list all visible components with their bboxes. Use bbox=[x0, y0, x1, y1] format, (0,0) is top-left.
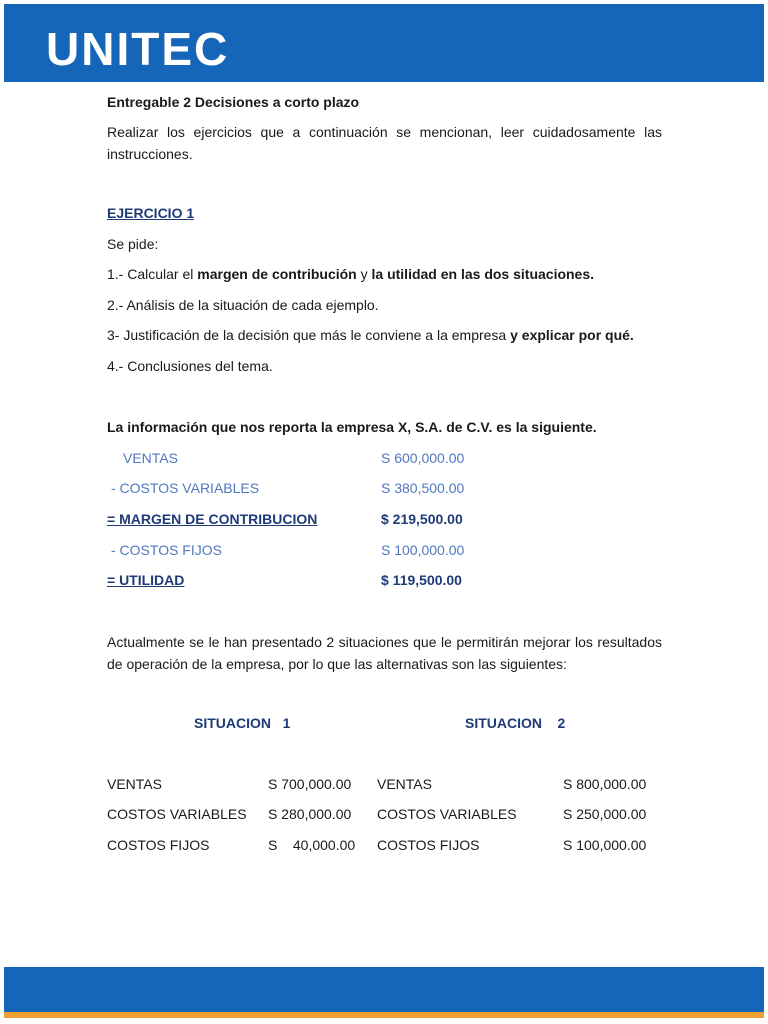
statement-label-costos-fijos: - COSTOS FIJOS bbox=[111, 542, 222, 558]
statement-value-margen: $ 219,500.00 bbox=[381, 511, 463, 527]
item-1-pre: 1.- Calcular el bbox=[107, 266, 198, 282]
info-heading: La información que nos reporta la empresa X, S.A. de C.V. es la siguiente. bbox=[107, 419, 597, 435]
instruction-item-1 bbox=[107, 265, 594, 283]
statement-value-utilidad: $ 119,500.00 bbox=[381, 572, 462, 588]
instruction-item-2: 2.- Análisis de la situación de cada ejemplo. bbox=[107, 297, 379, 313]
sit2-label-ventas: VENTAS bbox=[377, 776, 432, 792]
unitec-logo: UNITEC bbox=[46, 23, 230, 75]
exercise-heading: EJERCICIO 1 bbox=[107, 205, 195, 221]
item-1-mid: y bbox=[356, 266, 372, 282]
item-1-bold-1: margen de contribución bbox=[197, 266, 357, 282]
sit1-value-ventas: S 700,000.00 bbox=[268, 776, 352, 792]
footer-accent-stripe bbox=[4, 1012, 764, 1018]
statement-label-margen: = MARGEN DE CONTRIBUCION bbox=[107, 511, 318, 527]
sit2-value-ventas: S 800,000.00 bbox=[563, 776, 647, 792]
sit2-label-costos-fijos: COSTOS FIJOS bbox=[377, 837, 480, 853]
statement-label-costos-variables: - COSTOS VARIABLES bbox=[111, 480, 260, 496]
instruction-item-3 bbox=[107, 326, 634, 344]
se-pide-label: Se pide: bbox=[107, 236, 159, 252]
statement-label-ventas: VENTAS bbox=[123, 450, 178, 466]
situation-2-heading: SITUACION 2 bbox=[465, 715, 566, 731]
intro-paragraph: Realizar los ejercicios que a continuación se mencionan, leer cuidadosamente las instrucciones. bbox=[107, 124, 662, 162]
statement-value-costos-fijos: S 100,000.00 bbox=[381, 542, 465, 558]
sit1-label-ventas: VENTAS bbox=[107, 776, 162, 792]
document-title: Entregable 2 Decisiones a corto plazo bbox=[107, 94, 360, 110]
statement-value-costos-variables: S 380,500.00 bbox=[381, 480, 465, 496]
situation-1-heading: SITUACION 1 bbox=[194, 715, 291, 731]
footer-banner bbox=[4, 967, 764, 1012]
sit2-value-costos-fijos: S 100,000.00 bbox=[563, 837, 647, 853]
statement-label-utilidad: = UTILIDAD bbox=[107, 572, 185, 588]
sit2-value-costos-variables: S 250,000.00 bbox=[563, 806, 647, 822]
item-1-bold-2: la utilidad en las dos situaciones. bbox=[371, 266, 595, 282]
item-3-pre: 3- Justificación de la decisión que más le conviene a la empresa bbox=[107, 327, 511, 343]
sit1-label-costos-variables: COSTOS VARIABLES bbox=[107, 806, 247, 822]
sit1-value-costos-fijos: S 40,000.00 bbox=[268, 837, 356, 853]
instruction-item-4: 4.- Conclusiones del tema. bbox=[107, 358, 273, 374]
item-3-bold: y explicar por qué. bbox=[510, 327, 634, 343]
situations-intro-paragraph: Actualmente se le han presentado 2 situaciones que le permitirán mejorar los resultados de operación de la empresa, por lo que las alternativas son las siguientes: bbox=[107, 634, 662, 672]
sit2-label-costos-variables: COSTOS VARIABLES bbox=[377, 806, 517, 822]
header-banner bbox=[4, 4, 764, 82]
sit1-value-costos-variables: S 280,000.00 bbox=[268, 806, 352, 822]
statement-value-ventas: S 600,000.00 bbox=[381, 450, 465, 466]
sit1-label-costos-fijos: COSTOS FIJOS bbox=[107, 837, 210, 853]
